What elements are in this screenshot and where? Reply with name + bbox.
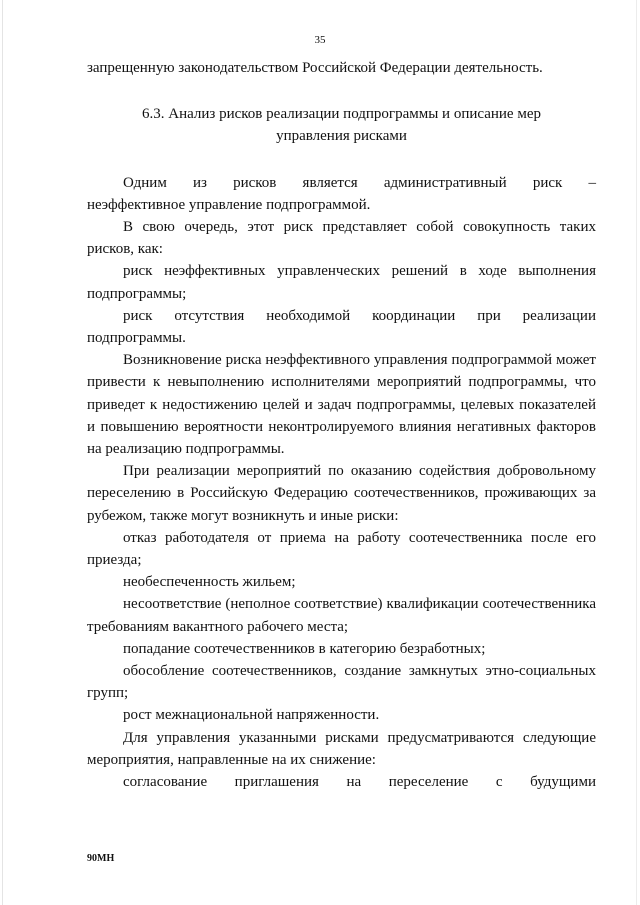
risk-list-item: риск отсутствия необходимой координации при реализации подпрограммы. [87, 307, 596, 347]
section-heading [87, 103, 596, 147]
word: переселение [388, 774, 469, 791]
word: из [192, 174, 207, 191]
scan-edge-right [636, 0, 637, 905]
document-body [87, 57, 596, 793]
paragraph-5: Для управления указанными рисками предусматриваются следующие мероприятия, направленные на их снижение: [87, 729, 596, 768]
paragraph-2: В свою очередь, этот риск представляет собой совокупность таких рисков, как: [87, 219, 596, 258]
other-risk-list-item: попадание соотечественников в категорию безработных; [123, 640, 486, 657]
word: рисков [233, 174, 277, 191]
scan-edge-left [2, 0, 3, 905]
other-risk-list-item: необеспеченность жильем; [123, 574, 296, 591]
risk-list-item: риск неэффективных управленческих решений в ходе выполнения подпрограммы; [87, 263, 596, 302]
word: Одним [123, 174, 167, 191]
word: риск [532, 174, 563, 191]
last-line [87, 771, 596, 793]
word: является [302, 174, 358, 191]
page-number: 35 [314, 34, 326, 46]
word: на [346, 774, 362, 791]
word: с [495, 774, 503, 791]
section-heading-line-1: 6.3. Анализ рисков реализации подпрограммы и описание мер [141, 106, 541, 123]
paragraph-4: При реализации мероприятий по оказанию содействия добровольному переселению в Российскую Федерацию соотечественников, проживающих за рубежом, также могут возникнуть и иные риски: [87, 463, 596, 524]
document-code: 90МН [87, 853, 115, 864]
paragraph-1-rest: неэффективное управление подпрограммой. [87, 196, 371, 213]
paragraph-3: Возникновение риска неэффективного управления подпрограммой может привести к невыполнению исполнителями мероприятий подпрограммы, что приведет к недостижению целей и задач подпрограммы, целевых показателей и повышению вероятности неконтролируемого влияния негативных факторов на реализацию подпрограммы. [87, 352, 596, 458]
word: согласование [123, 774, 208, 791]
paragraph-1-first-line [87, 172, 596, 194]
other-risk-list-item: отказ работодателя от приема на работу соотечественника после его приезда; [87, 529, 596, 569]
other-risk-list-item: обособление соотечественников, создание замкнутых этно-социальных групп; [87, 663, 596, 702]
continuation-line: запрещенную законодательством Российской Федерации деятельность. [87, 60, 543, 76]
other-risk-list-item: несоответствие (неполное соответствие) квалификации соотечественника требованиям вакантного рабочего места; [87, 596, 596, 635]
word: – [588, 174, 596, 191]
word: административный [383, 174, 507, 191]
word: приглашения [234, 774, 319, 791]
word: будущими [530, 774, 596, 791]
section-heading-line-2: управления рисками [276, 128, 407, 145]
other-risk-list-item: рост межнациональной напряженности. [123, 707, 380, 724]
